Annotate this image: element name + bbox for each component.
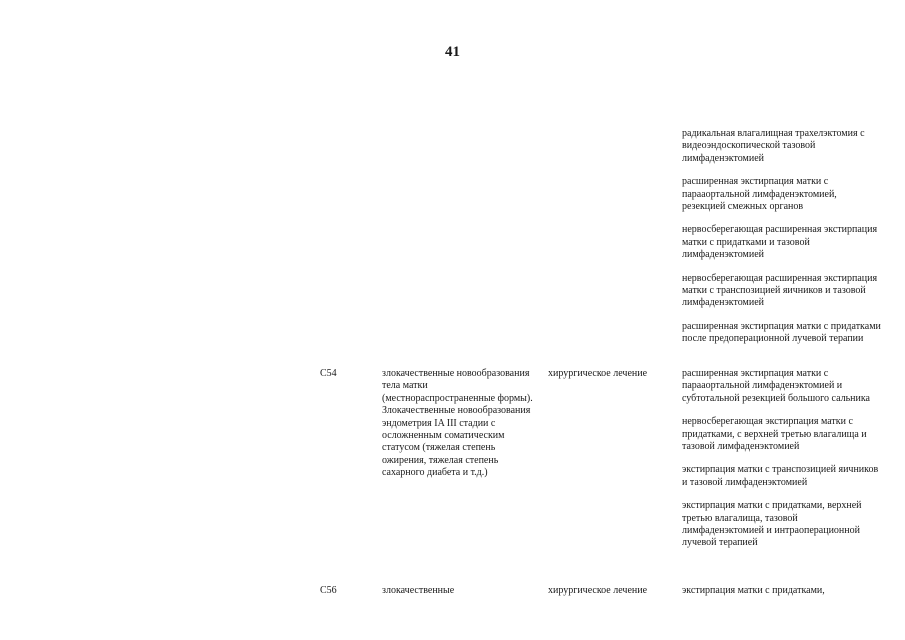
diagnosis-description: злокачественные bbox=[382, 585, 455, 596]
method-item: расширенная экстирпация матки с парааортальной лимфаденэктомией и субтотальной резекцией большого сальника bbox=[682, 368, 870, 404]
page-number: 41 bbox=[445, 44, 460, 60]
method-item: экстирпация матки с придатками, верхней третью влагалища, тазовой лимфаденэктомией и интраоперационной лучевой терапией bbox=[682, 500, 862, 549]
diagnosis-description: злокачественные новообразования тела матки (местнораспространенные формы). Злокачественные новообразования эндометрия IA III стадии с осложненным соматическим статусом (тяжелая степень ожирения, тяжелая степень сахарного диабета и т.д.) bbox=[382, 368, 533, 479]
method-item: нервосберегающая экстирпация матки с придатками, с верхней третью влагалища и тазовой лимфаденэктомией bbox=[682, 416, 867, 453]
method-item: нервосберегающая расширенная экстирпация матки с транспозицией яичников и тазовой лимфаденэктомией bbox=[682, 272, 878, 309]
methods-column bbox=[682, 585, 882, 597]
methods-column bbox=[682, 368, 882, 550]
method-item: радикальная влагалищная трахелэктомия с видеоэндоскопической тазовой лимфаденэктомией bbox=[682, 128, 865, 164]
method-item: нервосберегающая расширенная экстирпация матки с придатками и тазовой лимфаденэктомией bbox=[682, 224, 878, 261]
method-item: расширенная экстирпация матки с парааортальной лимфаденэктомией, резекцией смежных органов bbox=[682, 176, 837, 213]
diagnosis-code: C54 bbox=[320, 368, 337, 379]
diagnosis-code: C56 bbox=[320, 585, 337, 596]
method-item: экстирпация матки с транспозицией яичников и тазовой лимфаденэктомией bbox=[682, 464, 879, 488]
methods-column-continuation bbox=[682, 128, 882, 346]
method-item: экстирпация матки с придатками, bbox=[682, 585, 825, 596]
method-item: расширенная экстирпация матки с придатками после предоперационной лучевой терапии bbox=[682, 320, 881, 345]
treatment-type: хирургическое лечение bbox=[548, 585, 648, 596]
treatment-type: хирургическое лечение bbox=[548, 368, 648, 379]
